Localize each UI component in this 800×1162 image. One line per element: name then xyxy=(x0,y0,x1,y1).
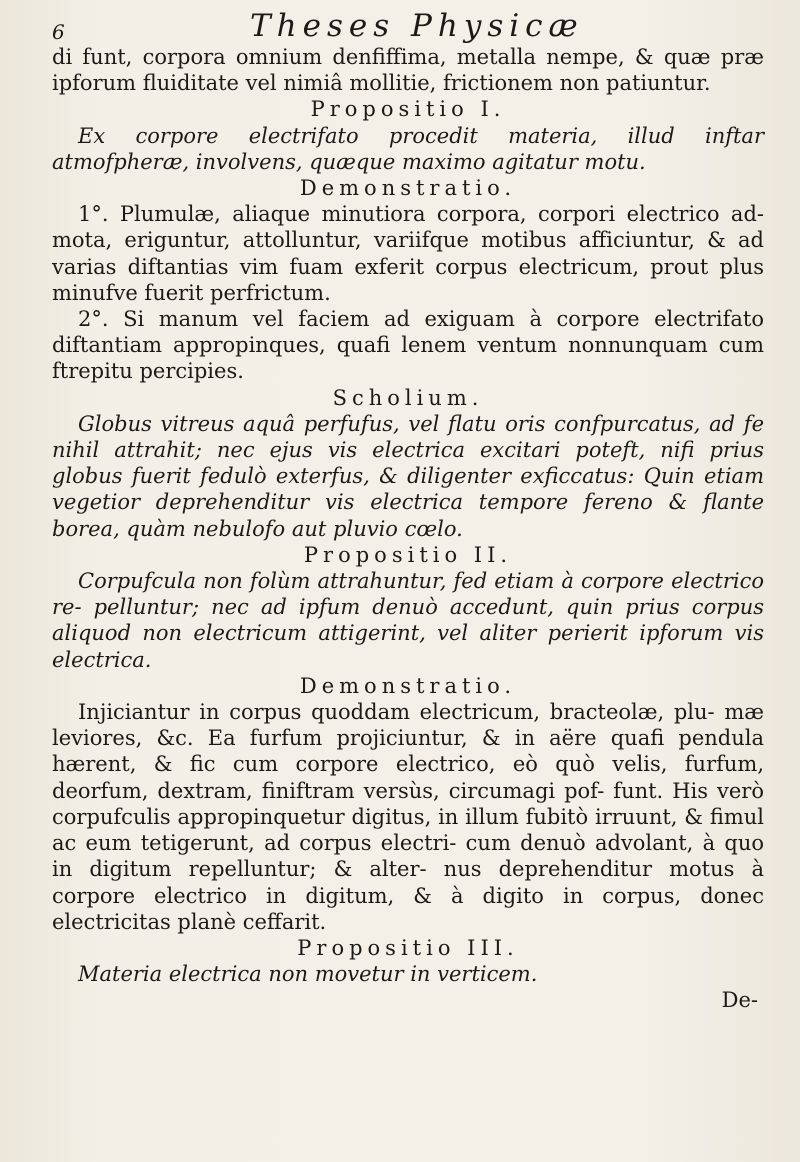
propositio-3-text: Materia electrica non movetur in verticem. xyxy=(78,962,538,987)
page-number: 6 xyxy=(52,20,65,44)
paragraph-continued: di funt, corpora omnium denfiffima, metalla nempe, & quæ præ ipforum fluiditate vel nimiâ mollitie, frictionem non patiuntur. xyxy=(52,45,764,96)
running-title: Theses Physicæ xyxy=(250,8,584,44)
page-header xyxy=(52,6,760,44)
demonstratio-1-point-1: 1°. Plumulæ, aliaque minutiora corpora, corpori electrico ad- mota, eriguntur, attolluntur, variifque motibus afficiuntur, & ad varias diftantias vim fuam exferit corpus electricum, prout plus minufve fuerit perfrictum. xyxy=(52,202,764,305)
heading-propositio-1: Propositio I. xyxy=(310,97,506,122)
catchword: De- xyxy=(721,988,758,1013)
demonstratio-1-point-2: 2°. Si manum vel faciem ad exiguam à corpore electrifato diftantiam appropinques, quafi lenem ventum nonnunquam cum ftrepitu percipies. xyxy=(52,307,764,384)
heading-propositio-2: Propositio II. xyxy=(303,542,513,567)
propositio-2-text: Corpufcula non folùm attrahuntur, fed etiam à corpore electrico re- pelluntur; nec ad ipfum denuò accedunt, quin prius corpus aliquod non electricum attigerint, vel aliter perierit ipforum vis electrica. xyxy=(52,569,764,672)
demonstratio-2-text: Injiciantur in corpus quoddam electricum, bracteolæ, plu- mæ leviores, &c. Ea furfum projiciuntur, & in aëre quafi pendula hærent, & fic cum corpore electrico, eò quò velis, furfum, deorfum, dextram, finiftram versùs, circumagi pof- funt. His verò corpufculis appropinquetur digitus, in illum fubitò irruunt, & fimul ac eum tetigerunt, ad corpus electri- cum denuò advolant, à quo in digitum repelluntur; & alter- nus deprehenditur motus à corpore electrico in digitum, & à digito in corpus, donec electricitas planè ceffarit. xyxy=(52,700,764,934)
scholium-text: Globus vitreus aquâ perfufus, vel flatu oris confpurcatus, ad fe nihil attrahit; nec ejus vis electrica excitari poteft, nifi prius globus fuerit fedulò exterfus, & diligenter exficcatus: Quin etiam vegetior deprehenditur vis electrica tempore fereno & flante borea, quàm nebulofo aut pluvio cœlo. xyxy=(52,411,764,541)
body-text xyxy=(52,44,764,1014)
heading-scholium: Scholium. xyxy=(332,385,484,410)
heading-demonstratio-2: Demonstratio. xyxy=(299,673,517,698)
heading-propositio-3: Propositio III. xyxy=(297,935,519,960)
propositio-1-text: Ex corpore electrifato procedit materia, illud inftar atmofpheræ, involvens, quæque maximo agitatur motu. xyxy=(52,123,764,174)
heading-demonstratio-1: Demonstratio. xyxy=(299,176,517,201)
